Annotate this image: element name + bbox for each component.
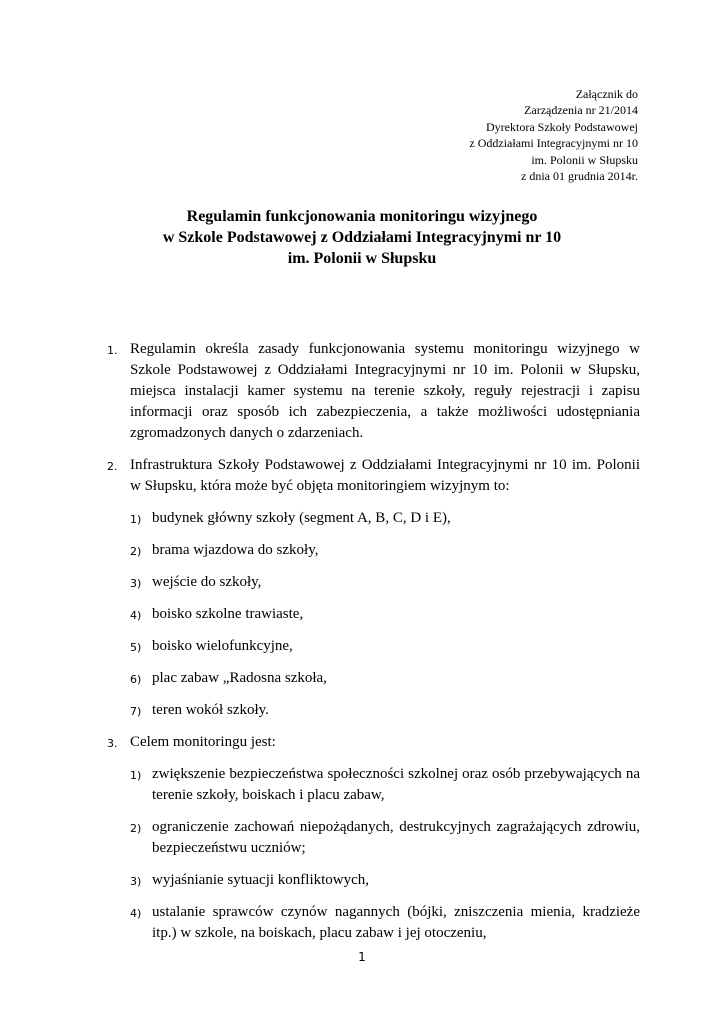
list-item-number: 4) xyxy=(130,609,142,622)
list-item-text: boisko wielofunkcyjne, xyxy=(152,638,293,654)
annex-line: im. Polonii w Słupsku xyxy=(531,152,638,167)
list-item-number: 1) xyxy=(130,513,142,526)
list-item xyxy=(130,540,640,561)
list-item-text: wejście do szkoły, xyxy=(152,574,262,590)
annex-line: Dyrektora Szkoły Podstawowej xyxy=(486,119,638,134)
section-number: 2. xyxy=(107,460,118,473)
annex-line: z Oddziałami Integracyjnymi nr 10 xyxy=(469,136,638,151)
section-text: Regulamin określa zasady funkcjonowania systemu monitoringu wizyjnego w Szkole Podstawowej z Oddziałami Integracyjnymi nr 10 im. Polonii w Słupsku, miejsca instalacji kamer systemu na terenie szkoły, reguły rejestracji i zapisu informacji oraz sposób ich zabezpieczenia, a także możliwości udostępniania zgromadzonych danych o zdarzeniach. xyxy=(130,341,640,441)
list-item-number: 3) xyxy=(130,875,142,888)
list-item-text: boisko szkolne trawiaste, xyxy=(152,606,304,622)
list-item-number: 4) xyxy=(130,907,142,920)
section-1 xyxy=(107,339,640,444)
annex-line: Zarządzenia nr 21/2014 xyxy=(524,103,638,118)
title-line: w Szkole Podstawowej z Oddziałami Integracyjnymi nr 10 xyxy=(162,229,562,246)
section-number: 1. xyxy=(107,344,118,357)
list-item xyxy=(130,604,640,625)
list-item-text: zwiększenie bezpieczeństwa społeczności szkolnej oraz osób przebywających na terenie szkoły, boiskach i placu zabaw, xyxy=(152,766,640,803)
section-text: Infrastruktura Szkoły Podstawowej z Oddziałami Integracyjnymi nr 10 im. Polonii w Słupsku, która może być objęta monitoringiem wizyjnym to: xyxy=(130,457,640,494)
list-item-text: ograniczenie zachowań niepożądanych, destrukcyjnych zagrażających zdrowiu, bezpieczeństwu uczniów; xyxy=(152,819,640,856)
page-number: 1 xyxy=(358,950,366,964)
list-item-number: 5) xyxy=(130,641,142,654)
infrastructure-list xyxy=(130,508,640,721)
list-item-number: 2) xyxy=(130,545,142,558)
annex-line: z dnia 01 grudnia 2014r. xyxy=(521,169,638,184)
list-item xyxy=(130,700,640,721)
list-item xyxy=(130,870,640,891)
list-item-text: wyjaśnianie sytuacji konfliktowych, xyxy=(152,872,370,888)
annex-line: Załącznik do xyxy=(575,87,638,101)
list-item-text: plac zabaw „Radosna szkoła, xyxy=(152,670,327,686)
list-item-text: brama wjazdowa do szkoły, xyxy=(152,542,319,558)
document-title xyxy=(0,206,724,269)
list-item-text: teren wokół szkoły. xyxy=(152,702,269,718)
list-item xyxy=(130,668,640,689)
list-item xyxy=(130,572,640,593)
section-2 xyxy=(107,455,640,721)
list-item-number: 1) xyxy=(130,769,142,782)
list-item-text: budynek główny szkoły (segment A, B, C, D i E), xyxy=(152,510,451,526)
list-item-number: 2) xyxy=(130,822,142,835)
list-item xyxy=(130,817,640,859)
goals-list xyxy=(130,764,640,944)
annex-header xyxy=(469,86,638,184)
list-item xyxy=(130,508,640,529)
list-item-number: 3) xyxy=(130,577,142,590)
section-number: 3. xyxy=(107,737,118,750)
title-line: im. Polonii w Słupsku xyxy=(287,250,437,267)
list-item xyxy=(130,636,640,657)
list-item xyxy=(130,764,640,806)
list-item-number: 6) xyxy=(130,673,142,686)
title-line: Regulamin funkcjonowania monitoringu wizyjnego xyxy=(186,208,538,225)
list-item-number: 7) xyxy=(130,705,142,718)
section-text: Celem monitoringu jest: xyxy=(130,734,276,750)
section-3 xyxy=(107,732,640,944)
document-body xyxy=(107,339,640,955)
list-item xyxy=(130,902,640,944)
list-item-text: ustalanie sprawców czynów nagannych (bójki, zniszczenia mienia, kradzieże itp.) w szkole, na boiskach, placu zabaw i jej otoczeniu, xyxy=(152,904,640,941)
